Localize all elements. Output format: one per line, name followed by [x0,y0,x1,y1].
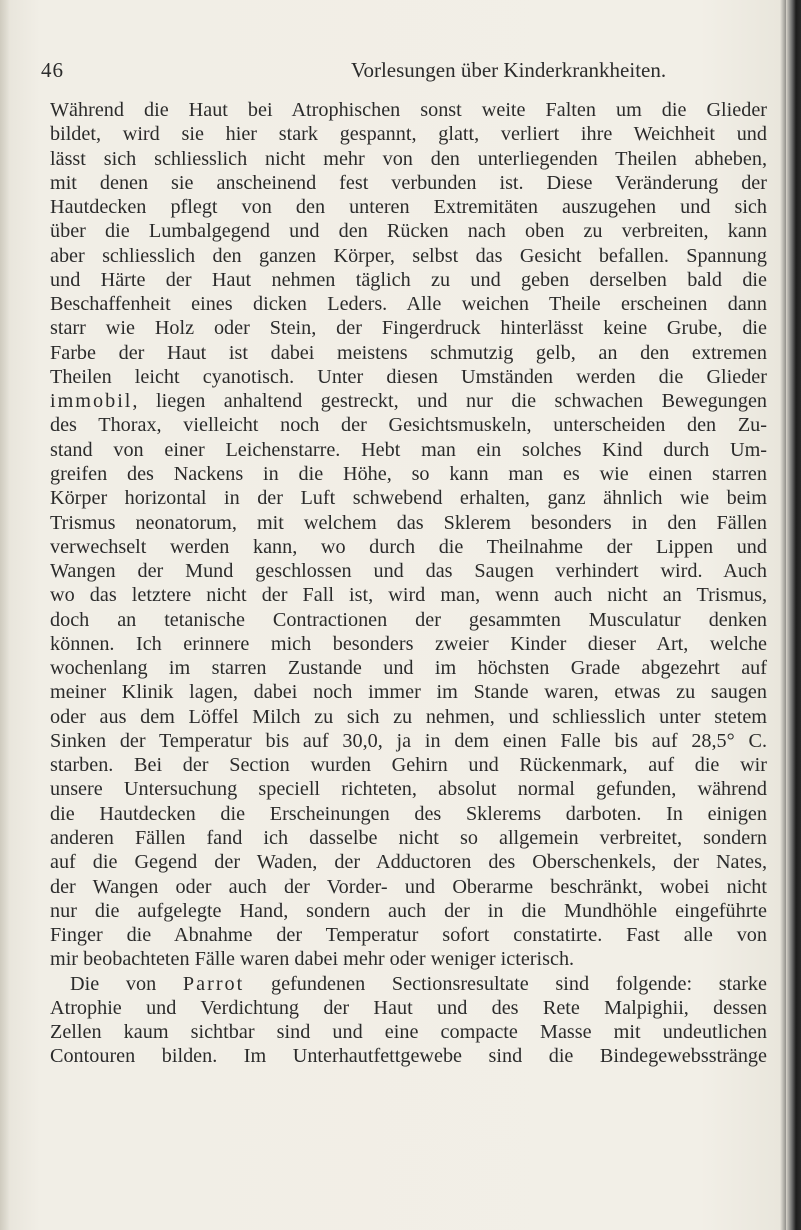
page-number: 46 [41,58,64,82]
text-line: die Hautdecken die Erscheinungen des Sklerems darboten. In einigen [50,802,767,825]
text-line: Contouren bilden. Im Unterhautfettgewebe sind die Bindegewebsstränge [50,1045,767,1068]
text-line: des Thorax, vielleicht noch der Gesichtsmuskeln, unterscheiden den Zu- [50,414,767,437]
text-line: Sinken der Temperatur bis auf 30,0, ja in dem einen Falle bis auf 28,5° C. [50,729,767,752]
text-line: nur die aufgelegte Hand, sondern auch der in die Mundhöhle eingeführte [50,899,767,922]
text-line: doch an tetanische Contractionen der gesammten Musculatur denken [50,608,767,631]
text-line: starben. Bei der Section wurden Gehirn und Rückenmark, auf die wir [50,754,767,777]
text-line: mir beobachteten Fälle waren dabei mehr oder weniger icterisch. [50,948,575,971]
text-line: greifen des Nackens in die Höhe, so kann man es wie einen starren [50,462,767,485]
text-line: können. Ich erinnere mich besonders zweier Kinder dieser Art, welche [50,632,767,655]
text-line: Wangen der Mund geschlossen und das Saugen verhindert wird. Auch [50,560,767,583]
text-line: Trismus neonatorum, mit welchem das Sklerem besonders in den Fällen [50,511,767,534]
text-line: bildet, wird sie hier stark gespannt, glatt, verliert ihre Weichheit und [50,123,767,146]
text-line: immobil, liegen anhaltend gestreckt, und nur die schwachen Bewegungen [50,390,767,413]
text-line: Farbe der Haut ist dabei meistens schmutzig gelb, an den extremen [50,341,767,364]
text-line: starr wie Holz oder Stein, der Fingerdruck hinterlässt keine Grube, die [50,317,767,340]
text-line: wo das letztere nicht der Fall ist, wird man, wenn auch nicht an Trismus, [50,584,767,607]
text-line: Während die Haut bei Atrophischen sonst weite Falten um die Glieder [50,99,767,121]
text-line: lässt sich schliesslich nicht mehr von den unterliegenden Theilen abheben, [50,147,767,170]
book-spine-edge [786,0,801,1230]
text-line: aber schliesslich den ganzen Körper, selbst das Gesicht befallen. Spannung [50,244,767,267]
text-line: Theilen leicht cyanotisch. Unter diesen Umständen werden die Glieder [50,365,767,388]
text-line: wochenlang im starren Zustande und im höchsten Grade abgezehrt auf [50,657,767,680]
text-line: und Härte der Haut nehmen täglich zu und geben derselben bald die [50,268,767,291]
body-text [50,98,767,1069]
text-line: oder aus dem Löffel Milch zu sich zu nehmen, und schliesslich unter stetem [50,705,767,728]
text-line: meiner Klinik lagen, dabei noch immer im Stande waren, etwas zu saugen [50,681,767,704]
text-line: verwechselt werden kann, wo durch die Theilnahme der Lippen und [50,535,767,558]
running-head [40,58,760,88]
text-line: Zellen kaum sichtbar sind und eine compacte Masse mit undeutlichen [50,1021,767,1044]
text-line: unsere Untersuchung speciell richteten, absolut normal gefunden, während [50,778,767,801]
text-line: Finger die Abnahme der Temperatur sofort constatirte. Fast alle von [50,924,767,947]
text-line: Hautdecken pflegt von den unteren Extremitäten auszugehen und sich [50,196,767,219]
text-line: der Wangen oder auch der Vorder- und Oberarme beschränkt, wobei nicht [50,875,767,898]
text-line: Beschaffenheit eines dicken Leders. Alle weichen Theile erscheinen dann [50,293,767,316]
text-line: Die von Parrot gefundenen Sectionsresultate sind folgende: starke [70,972,768,995]
text-line: Atrophie und Verdichtung der Haut und des Rete Malpighii, dessen [50,996,767,1019]
text-line: stand von einer Leichenstarre. Hebt man ein solches Kind durch Um- [50,438,767,461]
header-title: Vorlesungen über Kinderkrankheiten. [351,58,667,82]
text-line: Körper horizontal in der Luft schwebend erhalten, ganz ähnlich wie beim [50,487,767,510]
text-line: anderen Fällen fand ich dasselbe nicht so allgemein verbreitet, sondern [50,826,767,849]
text-line: über die Lumbalgegend und den Rücken nach oben zu verbreiten, kann [50,220,767,243]
page-left-edge [0,0,10,1230]
text-line: mit denen sie anscheinend fest verbunden ist. Diese Veränderung der [50,171,767,194]
text-line: auf die Gegend der Waden, der Adductoren des Oberschenkels, der Nates, [50,851,767,874]
